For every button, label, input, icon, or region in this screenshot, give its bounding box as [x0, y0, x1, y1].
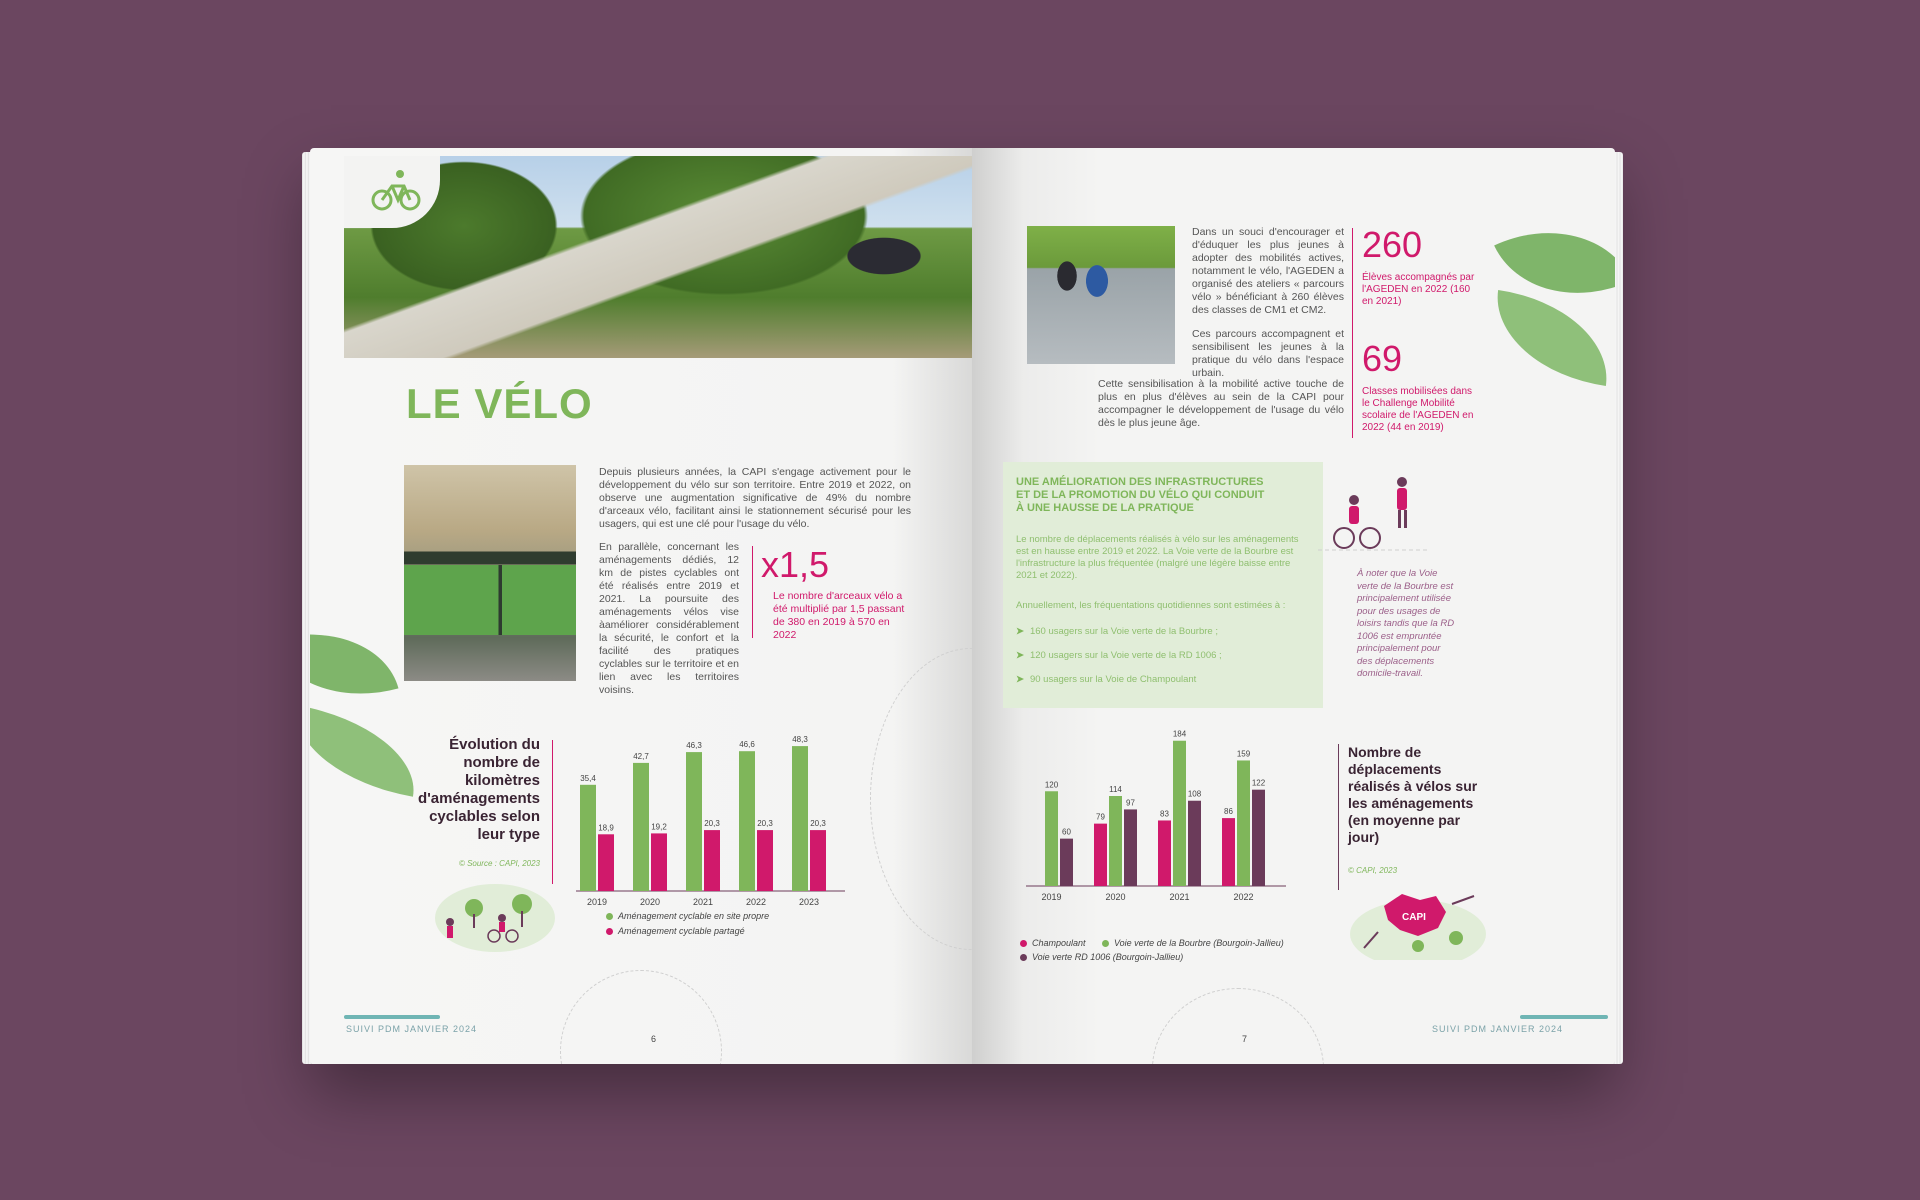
x-tick-label: 2021 [692, 897, 714, 907]
data-label: 18,9 [598, 823, 614, 833]
infrastructure-box [1003, 462, 1323, 708]
eleves-stat: 260 [1362, 224, 1423, 265]
left-page [310, 148, 972, 1064]
data-label: 122 [1251, 778, 1266, 788]
bar-2022-2 [1237, 760, 1250, 886]
data-label: 97 [1126, 798, 1135, 808]
bar-2019-3 [1060, 839, 1073, 886]
bar-2021-2 [1173, 741, 1186, 886]
x-tick-label: 2022 [1233, 892, 1254, 902]
box-bullet: ➤ 90 usagers sur la Voie de Champoulant [1016, 674, 1197, 685]
x-tick-label: 2022 [745, 897, 767, 907]
decorative-dashed-arc [870, 648, 972, 950]
data-label: 48,3 [792, 735, 808, 745]
box-bullet: ➤ 160 usagers sur la Voie verte de la Bourbre ; [1016, 626, 1218, 637]
chart1-source: © Source : CAPI, 2023 [458, 859, 540, 868]
decorative-leaf [310, 611, 398, 717]
data-label: 46,3 [686, 741, 702, 751]
bar-2020-1 [1094, 824, 1107, 886]
box-paragraph: Annuellement, les fréquentations quotidiennes sont estimées à : [1016, 600, 1286, 611]
footer-bar [1520, 1015, 1608, 1019]
sensibilisation-paragraph: Cette sensibilisation à la mobilité active touche de plus en plus d'élèves au sein de la CAPI pour accompagner le développement de l'usage du vélo dès le plus jeune âge. [1098, 378, 1344, 429]
chart2-legend-item [1102, 938, 1284, 948]
footer-text: SUIVI PDM JANVIER 2024 [346, 1024, 478, 1034]
chart2-divider [1338, 744, 1339, 890]
data-label: 184 [1172, 729, 1187, 739]
data-label: 46,6 [739, 740, 755, 750]
bar-2021-1 [686, 752, 702, 891]
bar-2021-2 [704, 830, 720, 891]
bar-2020-2 [1109, 796, 1122, 886]
chart1-legend-item [606, 911, 769, 921]
box-paragraph: Le nombre de déplacements réalisés à vélo sur les aménagements est en hausse entre 2019 et 2022. La Voie verte de la Bourbre est l'infrastructure la plus fréquentée (malgré une légère baisse entre 2021 et 2022). [1016, 534, 1299, 581]
kids-cycling-photo [1027, 226, 1175, 364]
map-label: CAPI [1402, 912, 1426, 923]
bar-2022-3 [1252, 790, 1265, 886]
decorative-leaf [1487, 290, 1615, 386]
x-tick-label: 2023 [798, 897, 820, 907]
chart2-legend-item [1020, 952, 1183, 962]
data-label: 120 [1044, 780, 1059, 790]
data-label: 159 [1236, 749, 1251, 759]
bar-2020-3 [1124, 809, 1137, 886]
data-label: 20,3 [704, 819, 720, 829]
footer-text: SUIVI PDM JANVIER 2024 [1432, 1024, 1564, 1034]
arceaux-stat-text: Le nombre d'arceaux vélo a été multiplié par 1,5 passant de 380 en 2019 à 570 en 2022 [773, 590, 905, 641]
x-tick-label: 2019 [586, 897, 608, 907]
infrastructure-paragraph: En parallèle, concernant les aménagements dédiés, 12 km de pistes cyclables ont été réalisés entre 2019 et 2021. La poursuite des aménagements vélos vise àaméliorer considérablement la sécurité, le confort et la facilité des pratiques cyclables sur le territoire et en lien avec les territoires voisins. [599, 541, 739, 696]
data-label: 83 [1160, 809, 1169, 819]
legend-label: Aménagement cyclable partagé [618, 926, 745, 936]
decorative-dashed-arc [560, 970, 722, 1064]
bar-2019-2 [598, 834, 614, 891]
box-title: UNE AMÉLIORATION DES INFRASTRUCTURES ET DE LA PROMOTION DU VÉLO QUI CONDUIT À UNE HAUSSE DE LA PRATIQUE [1016, 476, 1265, 514]
x-tick-label: 2020 [639, 897, 661, 907]
legend-swatch [1020, 940, 1027, 947]
bullet-text: 120 usagers sur la Voie verte de la RD 1006 ; [1029, 650, 1222, 661]
data-label: 60 [1062, 827, 1071, 837]
ageden-paragraph: Dans un souci d'encourager et d'éduquer les plus jeunes à adopter des mobilités actives, notamment le vélo, l'AGEDEN a organisé des ateliers « parcours vélo » bénéficiant à 260 élèves des classes de CM1 et CM2. [1192, 226, 1344, 316]
right-page [972, 148, 1615, 1064]
data-label: 114 [1109, 785, 1122, 794]
capi-map-illustration [1348, 884, 1488, 960]
bicycle-icon [368, 166, 428, 216]
classes-stat-text: Classes mobilisées dans le Challenge Mobilité scolaire de l'AGEDEN en 2022 (44 en 2019) [1362, 386, 1474, 433]
data-label: 35,4 [580, 773, 596, 783]
bike-locker-photo [404, 465, 576, 681]
bar-2020-1 [633, 763, 649, 891]
stat-divider [1352, 228, 1353, 438]
cyclists-illustration [430, 878, 560, 958]
chart1-title: Évolution du nombre de kilomètres d'aménagements cyclables selon leur type [418, 736, 540, 843]
legend-label: Voie verte de la Bourbre (Bourgoin-Jallieu) [1114, 938, 1284, 948]
parcours-paragraph: Ces parcours accompagnent et sensibilisent les jeunes à la pratique du vélo dans l'espace urbain. [1192, 328, 1344, 379]
x-tick-label: 2019 [1041, 892, 1062, 902]
legend-swatch [606, 928, 613, 935]
legend-label: Voie verte RD 1006 (Bourgoin-Jallieu) [1032, 952, 1184, 962]
box-bullet: ➤ 120 usagers sur la Voie verte de la RD 1006 ; [1016, 650, 1222, 661]
bar-2020-2 [651, 833, 667, 891]
legend-label: Aménagement cyclable en site propre [618, 911, 770, 921]
bullet-text: 90 usagers sur la Voie de Champoulant [1029, 674, 1197, 685]
chart1-divider [552, 740, 553, 884]
stat-divider [752, 546, 753, 638]
chart1-legend-item [606, 926, 745, 936]
data-label: 42,7 [633, 751, 649, 761]
decorative-dashed-arc [1152, 988, 1324, 1064]
bar-2023-2 [810, 830, 826, 891]
legend-swatch [606, 913, 613, 920]
intro-paragraph: Depuis plusieurs années, la CAPI s'engage activement pour le développement du vélo sur son territoire. Entre 2019 et 2022, on observe une augmentation significative de 49% du nombre d'arceaux vélo, facilitant ainsi le stationnement sécurisé pour les usagers, qui est une clé pour l'usage du vélo. [599, 466, 911, 530]
page-number: 6 [651, 1034, 657, 1044]
bar-2019-1 [580, 785, 596, 891]
chart2-bar-chart [1010, 720, 1300, 920]
footer-bar [344, 1015, 440, 1019]
data-label: 108 [1187, 789, 1202, 799]
bourbre-note: À noter que la Voie verte de la Bourbre est principalement utilisée pour des usages de loisirs tandis que la RD 1006 est empruntée principalement pour des déplacements domicile-travail. [1357, 568, 1455, 679]
data-label: 79 [1096, 812, 1105, 822]
page-title: LE VÉLO [406, 380, 593, 427]
x-tick-label: 2020 [1105, 892, 1126, 902]
x-tick-label: 2021 [1169, 892, 1190, 902]
bar-2023-1 [792, 746, 808, 891]
legend-swatch [1102, 940, 1109, 947]
bar-2022-2 [757, 830, 773, 891]
arceaux-multiplier: x1,5 [761, 544, 830, 585]
legend-swatch [1020, 954, 1027, 961]
eleves-stat-text: Élèves accompagnés par l'AGEDEN en 2022 (160 en 2021) [1362, 272, 1475, 307]
chart2-legend-item [1020, 938, 1086, 948]
bar-2021-1 [1158, 820, 1171, 886]
bullet-text: 160 usagers sur la Voie verte de la Bourbre ; [1029, 626, 1218, 637]
chart1-bar-chart [560, 728, 860, 918]
chart2-title: Nombre de déplacements réalisés à vélos sur les aménagements (en moyenne par jour) [1348, 744, 1478, 845]
bar-2019-2 [1045, 791, 1058, 886]
bar-2021-3 [1188, 801, 1201, 886]
page-number: 7 [1242, 1034, 1248, 1044]
chart2-source: © CAPI, 2023 [1348, 866, 1398, 875]
data-label: 20,3 [757, 819, 773, 829]
classes-stat: 69 [1362, 338, 1403, 379]
brochure-spread [310, 148, 1615, 1064]
cyclist-walker-illustration [1318, 470, 1428, 560]
legend-label: Champoulant [1032, 938, 1086, 948]
data-label: 20,3 [810, 819, 826, 829]
bar-2022-1 [1222, 818, 1235, 886]
data-label: 86 [1224, 807, 1233, 817]
data-label: 19,2 [651, 822, 667, 832]
bar-2022-1 [739, 751, 755, 891]
